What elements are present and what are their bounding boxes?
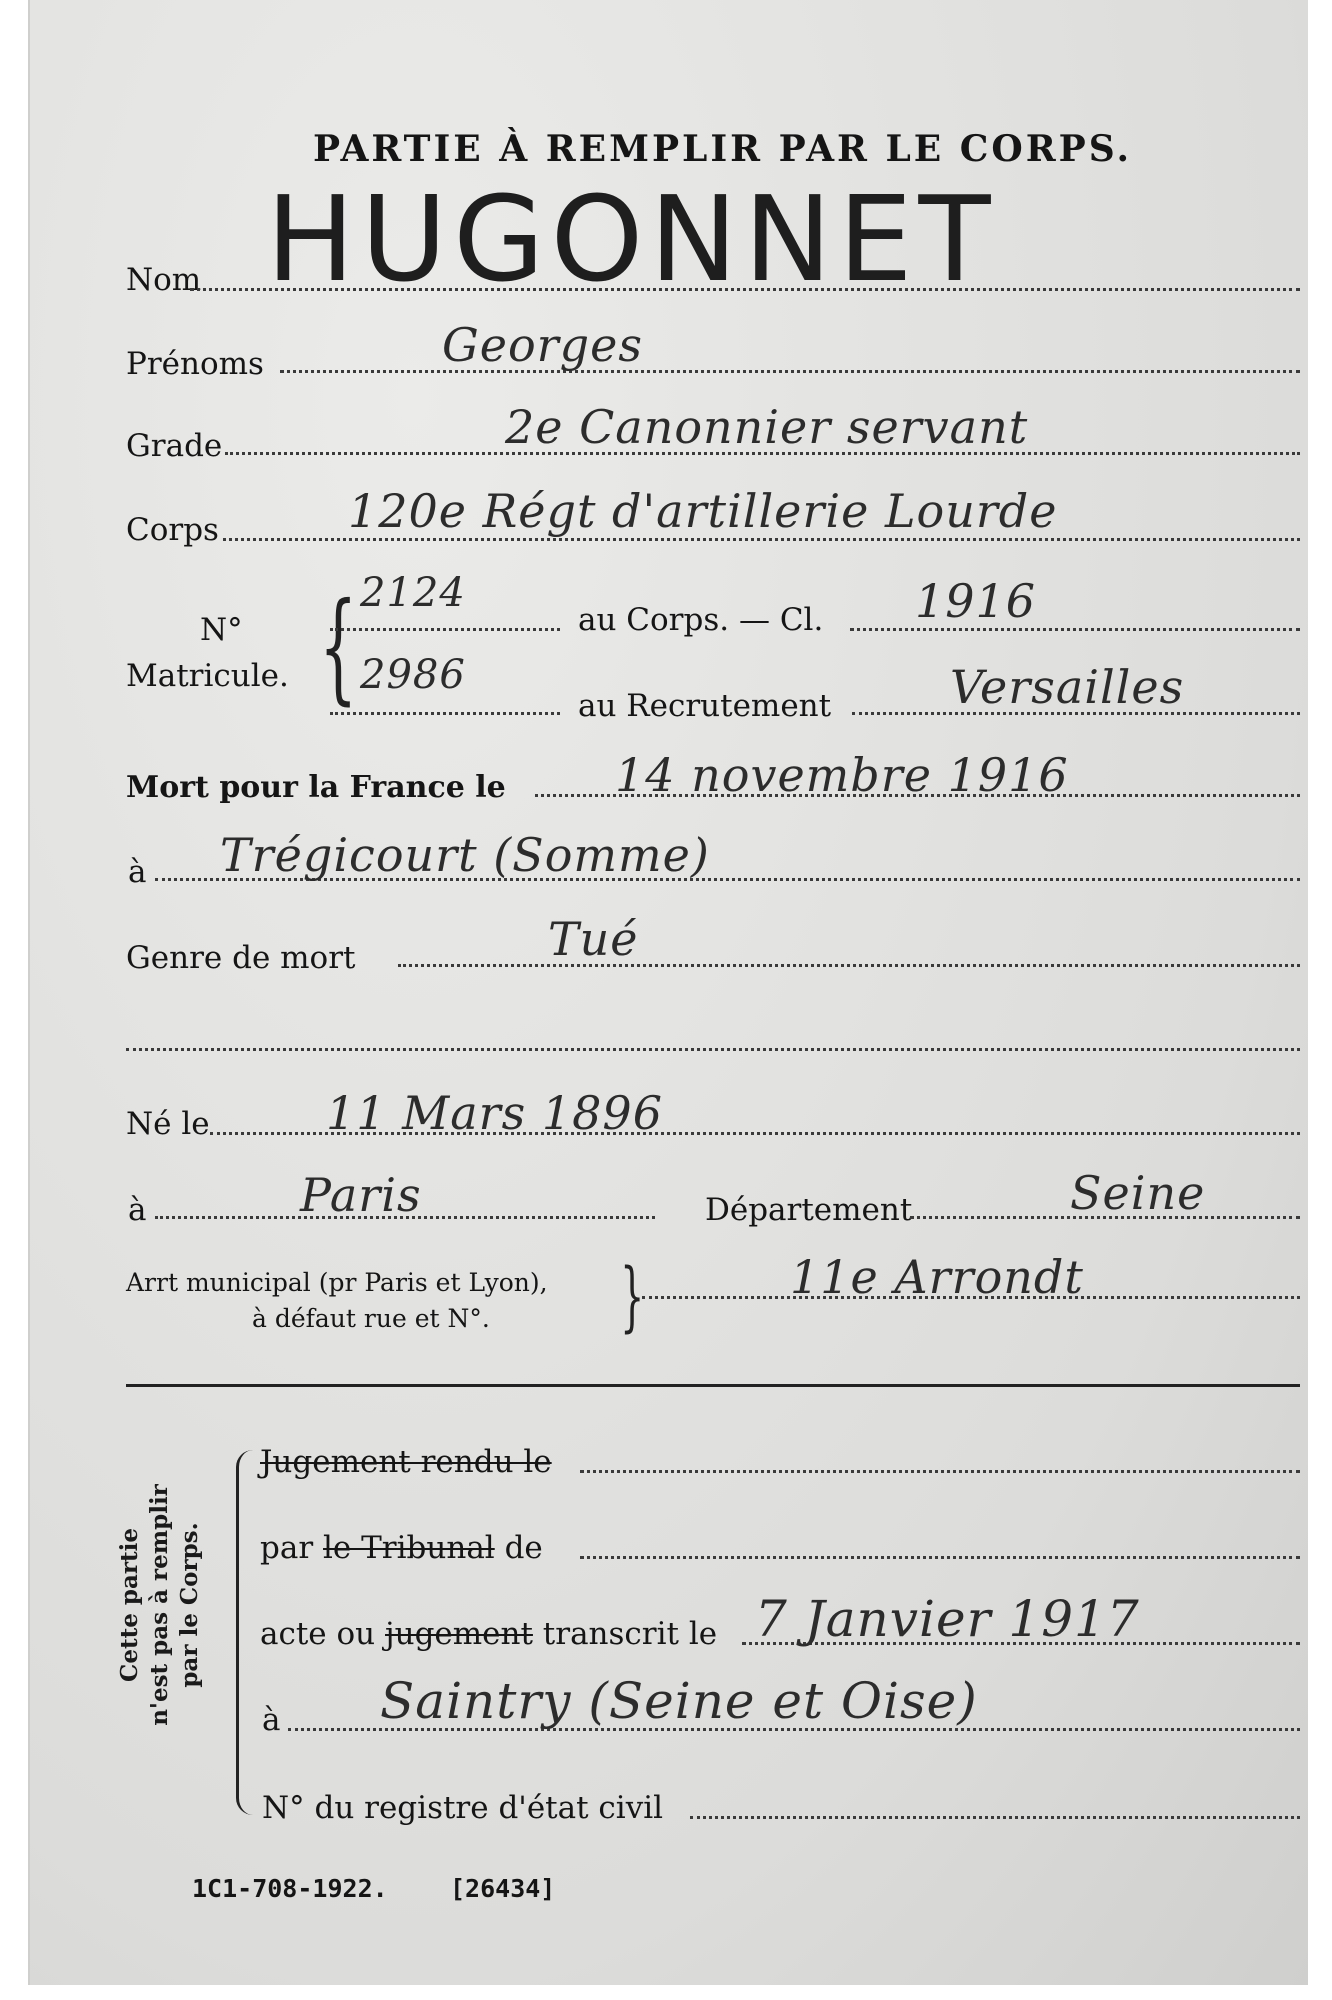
nom-value: HUGONNET [266, 170, 997, 308]
acte-label-struck: jugement [385, 1616, 533, 1652]
matricule-label: Matricule. [126, 658, 289, 694]
prenoms-label: Prénoms [126, 346, 264, 382]
registre-label: N° du registre d'état civil [262, 1790, 664, 1826]
matricule-recrutement-value: 2986 [360, 652, 466, 698]
footer-code: 1C1-708-1922. [192, 1874, 388, 1903]
prenoms-line [280, 370, 1300, 373]
mort-value: 14 novembre 1916 [615, 748, 1069, 802]
tribunal-struck: le Tribunal [323, 1530, 495, 1566]
side-note-line-1: Cette partie [116, 1528, 143, 1682]
tribunal-par: par [260, 1530, 314, 1566]
grade-value: 2e Canonnier servant [505, 400, 1029, 454]
classe-value: 1916 [915, 574, 1037, 628]
lieu-naissance-value: Paris [300, 1168, 422, 1222]
departement-value: Seine [1070, 1166, 1206, 1220]
footer-ref: [26434] [450, 1874, 556, 1903]
tribunal-line [580, 1556, 1300, 1559]
transcrit-a-value: Saintry (Seine et Oise) [380, 1672, 978, 1730]
recrutement-place-value: Versailles [950, 660, 1185, 714]
matricule-corps-line [330, 628, 560, 631]
lieu-mort-value: Trégicourt (Somme) [220, 828, 710, 882]
classe-line [850, 628, 1300, 631]
arrondissement-value: 11e Arrondt [790, 1250, 1084, 1304]
recrutement-label: au Recrutement [578, 688, 832, 724]
matricule-no-label: N° [200, 612, 243, 648]
genre-mort-label: Genre de mort [126, 940, 356, 976]
corps-label: Corps [126, 512, 219, 548]
section-separator [126, 1384, 1300, 1387]
acte-label-2: transcrit le [542, 1616, 718, 1652]
acte-label [260, 1616, 717, 1652]
grade-label: Grade [126, 428, 223, 464]
side-note-line-2: n'est pas à remplir [146, 1484, 173, 1726]
death-record-card [28, 0, 1308, 1985]
arrondissement-label-2: à défaut rue et N°. [252, 1304, 490, 1333]
matricule-corps-value: 2124 [360, 570, 466, 616]
ne-le-label: Né le [126, 1106, 210, 1142]
departement-label: Département [705, 1192, 913, 1228]
transcrit-a-label: à [262, 1702, 281, 1738]
form-header: PARTIE À REMPLIR PAR LE CORPS. [313, 128, 1132, 170]
acte-label-1: acte ou [260, 1616, 376, 1652]
matricule-corps-label: au Corps. — Cl. [578, 602, 824, 638]
corps-line [223, 538, 1300, 541]
genre-mort-value: Tué [548, 912, 639, 966]
prenoms-value: Georges [442, 318, 643, 372]
corps-value: 120e Régt d'artillerie Lourde [348, 484, 1058, 538]
ne-le-value: 11 Mars 1896 [326, 1086, 663, 1140]
registre-line [690, 1816, 1300, 1819]
genre-mort-line [398, 964, 1300, 967]
jugement-label [260, 1444, 552, 1480]
lieu-naissance-label: à [128, 1192, 147, 1228]
blank-line [126, 1048, 1300, 1051]
nom-label: Nom [126, 262, 202, 298]
side-note [115, 1455, 205, 1755]
tribunal-de: de [504, 1530, 543, 1566]
matricule-brace: { [319, 578, 358, 717]
matricule-recrutement-line [330, 712, 560, 715]
arrondissement-brace: } [620, 1251, 645, 1340]
jugement-label-text: Jugement rendu le [260, 1444, 552, 1480]
arrondissement-label-1: Arrt municipal (pr Paris et Lyon), [126, 1268, 548, 1297]
acte-value: 7 Janvier 1917 [755, 1590, 1140, 1648]
lieu-mort-label: à [128, 854, 147, 890]
side-note-line-3: par le Corps. [176, 1522, 203, 1688]
lower-brace-line [236, 1450, 253, 1815]
jugement-line [580, 1470, 1300, 1473]
tribunal-label [260, 1530, 543, 1566]
mort-label: Mort pour la France le [126, 770, 506, 805]
